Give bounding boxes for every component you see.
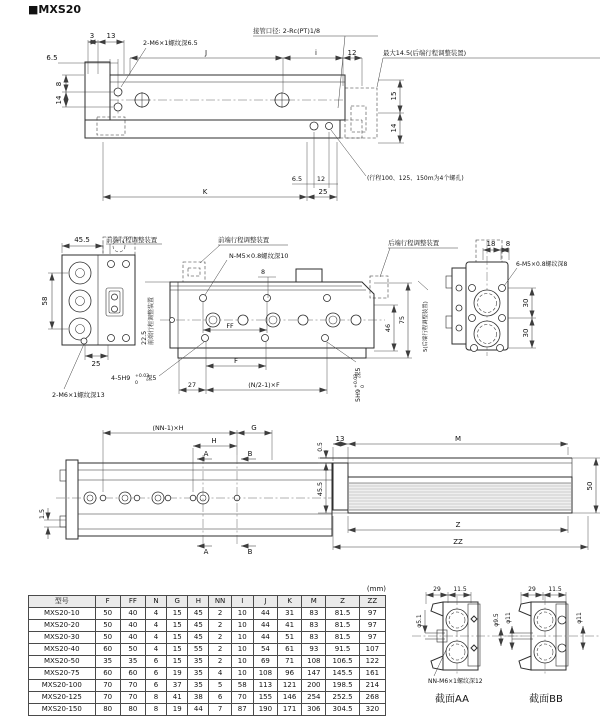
value-cell: 10 [231,668,253,680]
dim-label: i [315,49,317,57]
dim-label: 45.5 [74,236,90,244]
table-header-cell: NN [209,596,231,608]
value-cell: 252.5 [326,692,359,704]
value-cell: 40 [120,632,145,644]
section-bb-view [505,586,600,705]
dim-label: 30 [522,298,530,308]
value-cell: 35 [188,656,209,668]
bore [474,321,500,347]
dim-label: 6.5 [46,54,58,62]
dim-label: FF [226,322,234,330]
tol-callout-base: 4-5H9 [111,374,131,382]
max-adjuster-callout: 最大14.5(后端行程调整装置) [383,49,467,57]
guide-bore [446,641,468,663]
thread-callout: N-M5×0.8螺纹深10 [229,252,289,260]
dim-label: 11.5 [548,586,562,593]
value-cell: 50 [95,632,120,644]
value-cell: 81.5 [326,608,359,620]
model-cell: MXS20-40 [29,644,96,656]
dim-label: 15 [390,91,398,101]
value-cell: 40 [120,608,145,620]
value-cell: 19 [167,668,188,680]
section-label-a: A [203,548,209,556]
tol-callout-base: 5H9 [354,389,362,402]
value-cell: 7 [209,704,231,716]
section-label-b: B [247,450,253,458]
value-cell: 93 [302,644,326,656]
front-adjuster-vertical-label: 前端行程调整装置 [148,296,155,345]
rear-adjuster-stroke-label: 5(后端行程调整装置) [423,301,429,352]
value-cell: 35 [95,656,120,668]
dim-label: 8 [55,81,63,87]
model-cell: MXS20-125 [29,692,96,704]
thread-callout: 2-M6×1螺纹深6.5 [143,39,198,47]
model-cell: MXS20-100 [29,680,96,692]
value-cell: 145.5 [326,668,359,680]
thread-callout: 2-M6×1螺纹深13 [52,391,105,399]
dim-label: 18 [486,240,496,248]
value-cell: 15 [167,620,188,632]
value-cell: 10 [231,632,253,644]
value-cell: 121 [278,680,302,692]
mount-hole [326,123,333,130]
value-cell: 5 [209,680,231,692]
right-end-view [446,240,568,356]
mount-hole [310,122,318,130]
value-cell: 44 [253,632,277,644]
value-cell: 2 [209,608,231,620]
value-cell: 97 [359,632,385,644]
value-cell: 70 [95,692,120,704]
value-cell: 70 [120,680,145,692]
value-cell: 4 [209,668,231,680]
dim-label: 30 [522,328,530,338]
value-cell: 51 [278,632,302,644]
value-cell: 10 [231,620,253,632]
table-unit-label: (mm) [366,585,386,593]
dim-label: K [202,188,208,196]
value-cell: 147 [302,668,326,680]
value-cell: 268 [359,692,385,704]
value-cell: 6 [209,692,231,704]
value-cell: 58 [231,680,253,692]
tol-callout-suffix: 深5 [354,367,362,378]
value-cell: 108 [253,668,277,680]
dim-label: ZZ [453,538,463,546]
dim-label: 14 [55,95,63,105]
dim-label: 25 [318,188,328,196]
bottom-plan-view [38,424,344,556]
piston-bore [69,290,91,312]
dimension-table [28,595,386,716]
bore [474,290,500,316]
table-header-cell: J [253,596,277,608]
value-cell: 254 [302,692,326,704]
value-cell: 70 [95,680,120,692]
value-cell: 35 [188,680,209,692]
value-cell: 6 [145,656,166,668]
value-cell: 35 [120,656,145,668]
dim-label: 22.5 [140,330,148,345]
value-cell: 45 [188,620,209,632]
dim-label: 46 [384,323,392,333]
table-row [29,656,386,668]
table-header-row [29,596,386,608]
table-header-cell: H [188,596,209,608]
value-cell: 146 [278,692,302,704]
dim-label: φ9.5 [493,613,500,627]
tol-callout-sub: 0 [135,381,138,386]
dim-label: 14 [390,123,398,133]
value-cell: 306 [302,704,326,716]
value-cell: 2 [209,656,231,668]
value-cell: 83 [302,620,326,632]
center-front-view [111,235,458,402]
value-cell: 108 [302,656,326,668]
value-cell: 190 [253,704,277,716]
value-cell: 107 [359,644,385,656]
dim-label: 3 [89,32,95,40]
table-header-cell: I [231,596,253,608]
value-cell: 8 [145,704,166,716]
table-header-cell: G [167,596,188,608]
body-outline [85,62,110,120]
model-cell: MXS20-10 [29,608,96,620]
holes-note: (行程100、125、150m为4个螺孔) [367,175,464,182]
model-cell: MXS20-150 [29,704,96,716]
value-cell: 83 [302,632,326,644]
dim-label: M [454,435,462,443]
section-label-b: B [247,548,253,556]
value-cell: 155 [253,692,277,704]
port-callout: 接管口径: 2-Rc(PT)1/8 [253,27,321,35]
guide-bore [446,609,468,631]
value-cell: 15 [167,608,188,620]
value-cell: 97 [359,608,385,620]
table-row [29,692,386,704]
dim-label: 58 [41,296,49,306]
value-cell: 2 [209,644,231,656]
value-cell: 320 [359,704,385,716]
section-caption: 截面BB [529,694,563,705]
value-cell: 15 [167,644,188,656]
value-cell: 45 [188,632,209,644]
value-cell: 81.5 [326,620,359,632]
dim-label: 25 [91,360,101,368]
value-cell: 55 [188,644,209,656]
value-cell: 19 [167,704,188,716]
value-cell: 81.5 [326,632,359,644]
value-cell: 106.5 [326,656,359,668]
guide-bore [534,609,556,631]
table-header-cell: Z [326,596,359,608]
top-view [46,26,600,201]
value-cell: 54 [253,644,277,656]
value-cell: 214 [359,680,385,692]
value-cell: 61 [278,644,302,656]
value-cell: 6 [145,680,166,692]
value-cell: 44 [253,608,277,620]
dim-label: 50 [586,481,594,491]
value-cell: 96 [278,668,302,680]
value-cell: 171 [278,704,302,716]
value-cell: 45 [188,608,209,620]
value-cell: 2 [209,632,231,644]
dim-label: J [204,49,208,57]
piston-bore [69,262,91,284]
value-cell: 198.5 [326,680,359,692]
value-cell: 8 [145,692,166,704]
value-cell: 31 [278,608,302,620]
value-cell: 44 [188,704,209,716]
model-cell: MXS20-50 [29,656,96,668]
value-cell: 60 [95,668,120,680]
dim-label: φ5.1 [416,614,423,628]
value-cell: 69 [253,656,277,668]
table-header-cell: F [95,596,120,608]
table-row [29,680,386,692]
section-label-a: A [203,450,209,458]
value-cell: 80 [120,704,145,716]
table-header-cell: ZZ [359,596,385,608]
table-row [29,608,386,620]
guide-bore [534,641,556,663]
tol-callout-sup: +0.03 [135,374,150,379]
value-cell: 38 [188,692,209,704]
table-row [29,632,386,644]
value-cell: 4 [145,632,166,644]
dimension-table-area [28,585,388,716]
value-cell: 2 [209,620,231,632]
dim-label: 1.5 [38,508,46,520]
dim-label: F [233,357,239,365]
dim-label: 13 [106,32,116,40]
value-cell: 50 [95,620,120,632]
value-cell: 60 [95,644,120,656]
dim-label: G [251,424,257,432]
table-header-cell: FF [120,596,145,608]
dim-label: 6.5 [291,175,303,183]
value-cell: 4 [145,608,166,620]
model-cell: MXS20-75 [29,668,96,680]
value-cell: 200 [302,680,326,692]
table-header-cell: N [145,596,166,608]
dim-label: 0.5 [317,442,324,452]
dim-label: Z [455,521,461,529]
model-cell: MXS20-30 [29,632,96,644]
dim-label: 45.5 [316,481,324,497]
dim-label: 13 [335,435,345,443]
front-adjuster-hidden [183,262,205,282]
thread-hole [114,88,122,96]
value-cell: 161 [359,668,385,680]
table-row [29,620,386,632]
table-row [29,644,386,656]
value-cell: 41 [278,620,302,632]
tol-callout-suffix: 深5 [146,374,157,382]
value-cell: 60 [120,668,145,680]
value-cell: 91.5 [326,644,359,656]
table-header-cell: M [302,596,326,608]
value-cell: 40 [120,620,145,632]
model-cell: MXS20-20 [29,620,96,632]
dim-label: φ11 [576,612,583,624]
value-cell: 15 [167,632,188,644]
dim-label: 29 [528,586,536,593]
dim-label: 12 [347,49,357,57]
value-cell: 113 [253,680,277,692]
value-cell: 35 [188,668,209,680]
value-cell: 97 [359,620,385,632]
dim-label: 75 [398,315,406,325]
value-cell: 10 [231,656,253,668]
value-cell: 71 [278,656,302,668]
table-header-cell: K [278,596,302,608]
section-caption: 截面AA [435,694,469,705]
table-header-cell: 型号 [29,596,96,608]
flange-outline [85,120,340,138]
value-cell: 4 [145,620,166,632]
table-body [29,608,386,716]
value-cell: 10 [231,608,253,620]
rear-adjuster-callout: 后端行程调整装置 [388,239,440,247]
section-aa-view [412,586,522,705]
table-row [29,704,386,716]
dim-label: (N/2-1)×F [248,381,280,389]
value-cell: 70 [231,692,253,704]
value-cell: 50 [120,644,145,656]
dim-label: 8 [505,240,511,248]
dim-label: 27 [187,381,197,389]
bottom-side-view [316,435,600,550]
value-cell: 41 [167,692,188,704]
dim-label: H [211,437,217,445]
value-cell: 44 [253,620,277,632]
tol-callout-sup: +0.03 [354,373,359,388]
dim-label: φ11 [505,612,512,624]
value-cell: 50 [95,608,120,620]
thread-hole [114,103,122,111]
value-cell: 15 [167,656,188,668]
front-adjuster-label: 前端行程调整装置 [106,236,158,244]
thread-callout: 6-M5×0.8螺纹深8 [516,261,568,268]
rear-adjuster-hidden [345,88,377,138]
front-adjuster-callout: 前端行程调整装置 [218,236,270,244]
value-cell: 304.5 [326,704,359,716]
value-cell: 6 [145,668,166,680]
value-cell: 80 [95,704,120,716]
piston-bore [69,318,91,340]
table-row [29,668,386,680]
dim-label: 29 [433,586,441,593]
page-title: ■MXS20 [28,3,82,16]
value-cell: 10 [231,644,253,656]
value-cell: 37 [167,680,188,692]
value-cell: 122 [359,656,385,668]
value-cell: 83 [302,608,326,620]
dim-label: 11.5 [453,586,467,593]
dim-label: (NN-1)×H [152,424,184,432]
tol-callout-sub: 0 [361,385,366,388]
value-cell: 70 [120,692,145,704]
dim-label: 12 [316,175,326,183]
thread-callout: NN-M6×1螺纹深12 [428,678,483,685]
dim-label: 8 [260,268,266,276]
value-cell: 87 [231,704,253,716]
value-cell: 4 [145,644,166,656]
